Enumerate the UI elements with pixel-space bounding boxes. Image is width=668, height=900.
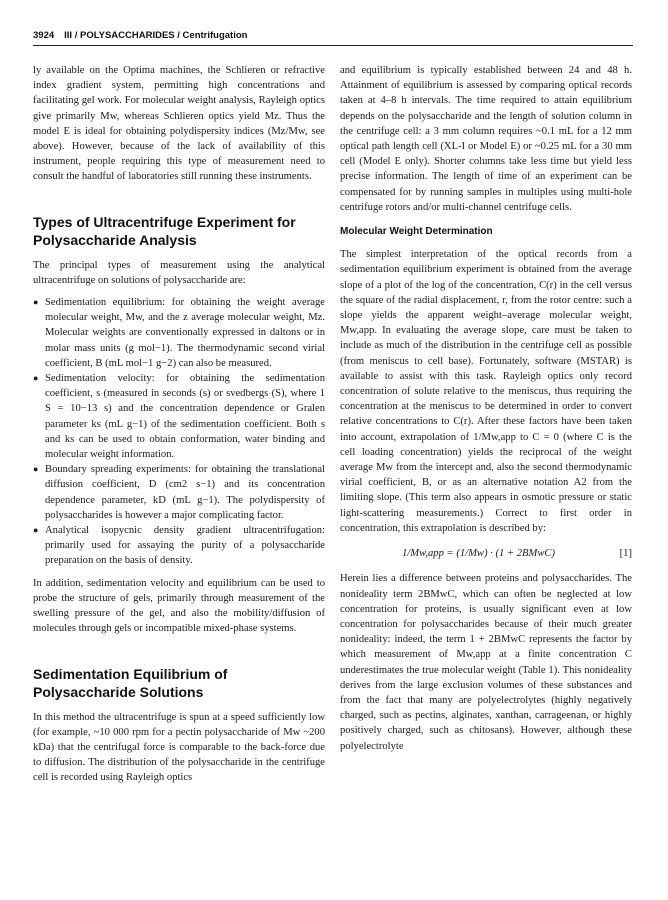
list-item: ● Sedimentation velocity: for obtaining the sedimentation coefficient, s (measured in seconds (s) or svedbergs (S), where 1 S = 10−13 s) and the concentration dependence or Gralen parameter ks (mL g−1) of the sedimentation coefficient. Both s and ks can be used to obtain conformation, water binding and molecular weight information. <box>33 371 325 462</box>
right-column <box>340 63 632 754</box>
page-number: 3924 <box>33 30 55 41</box>
intro-paragraph: ly available on the Optima machines, the Schlieren or refractive index gradient system, permitting high concentrations and facilitating gel work. For molecular weight analysis, Rayleigh optics give primarily Mw, whereas Schlieren optics yield Mz. Thus the model E is ideal for obtaining polydispersity indices (Mz/Mw, see above). However, because of the lack of availability of this instrument, people requiring this type of measurement need to consult the handful of laboratories still running these instruments. <box>33 65 325 183</box>
molecular-weight-paragraph: The simplest interpretation of the optical records from a sedimentation equilibrium experiment is obtained from the average slope of a plot of the log of the concentration, C(r) in the cell versus the square of the radial displacement, r, from the rotor centre: such a slope yields the apparent weight–average molecular weight, Mw,app. In evaluating the average slope, care must be taken to include as much of the distribution in the centrifuge cell as possible (from meniscus to cell base). Fortunately, software (MSTAR) is available to assist with this task. Rayleigh optics only record concentration of solute relative to the meniscus, thus requiring the concentration at the meniscus to be determined in order to convert relative concentrations to C(r). After these factors have been taken into account, extrapolation of 1/Mw,app to C = 0 (where C is the cell loading concentration) yields the reciprocal of the weight average Mw from the intercept and, also the second thermodynamic virial coefficient, B, or as an alternative notation A2 from the limiting slope. (This term also appears in osmotic pressure or static light-scattering measurements.) Correct to first order in concentration, this extrapolation is described by: <box>340 249 632 534</box>
list-item: ● Analytical isopycnic density gradient ultracentrifugation: primarily used for assaying the purity of a polysaccharide preparation on the basis of density. <box>33 523 325 569</box>
equilibrium-paragraph: and equilibrium is typically established between 24 and 48 h. Attainment of equilibrium is assessed by comparing optical records taken at 4–8 h intervals. The time required to attain equilibrium depends on the polysaccharide and the length of solution column in the centrifuge cell: a 3 mm column requires ~0.1 mL for a 12 mm optical path length cell (XL-I or Model E) or ~0.25 mL for a 30 mm cell (Model E only). Shorter columns take less time but yield less precise information. The length of time of an experiment can be compensated for by running samples in multiples using multi-hole centrifuge rotors and/or multi-channel centrifuge cells. <box>340 65 632 213</box>
equation-1 <box>340 546 632 561</box>
section-heading-types: Types of Ultracentrifuge Experiment for Polysaccharide Analysis <box>33 213 296 248</box>
section-heading-sedimentation-equilibrium: Sedimentation Equilibrium of Polysaccharide Solutions <box>33 665 228 700</box>
running-head <box>33 30 633 41</box>
left-column <box>33 63 325 786</box>
measurement-types-list <box>33 295 325 569</box>
equation-number: [1] <box>619 548 632 560</box>
types-paragraph: The principal types of measurement using the analytical ultracentrifuge on solutions of polysaccharide are: <box>33 259 325 286</box>
list-item: ● Boundary spreading experiments: for obtaining the translational diffusion coefficient, D (cm2 s−1) and its concentration dependence parameter, kD (mL g−1). The polydispersity of polysaccharides is however a major complicating factor. <box>33 462 325 523</box>
method-paragraph: In this method the ultracentrifuge is spun at a speed sufficiently low (for example, ~10 000 rpm for a pectin polysaccharide of Mw ~200 kDa) that the centrifugal force is comparable to the back-force due to diffusion. The distribution of the polysaccharide in the centrifuge cell is recorded using Rayleigh optics <box>33 711 325 784</box>
running-title: III / POLYSACCHARIDES / Centrifugation <box>64 30 248 41</box>
subheading-molecular-weight: Molecular Weight Determination <box>340 226 493 238</box>
equation-text: 1/Mw,app = (1/Mw) · (1 + 2BMwC) <box>402 548 555 560</box>
nonideality-paragraph: Herein lies a difference between proteins and polysaccharides. The nonideality term 2BMwC, which can often be neglected at low concentration for proteins, is usually significant even at low concentration for polysaccharides because of their much greater nonideality: indeed, the term 1 + 2BMwC represents the factor by which measurement of Mw,app at a finite concentration C underestimates the true molecular weight (Table 1). This nonideality derives from the large exclusion volumes of these substances and from the fact that many are polyelectrolytes (highly negatively charged, such as pectins, alginates, xanthan, carrageenan, or highly positively charged, such as chitosans). However, although these polyelectrolyte <box>340 573 632 752</box>
addition-paragraph: In addition, sedimentation velocity and equilibrium can be used to probe the structure of gels, primarily through measurement of the swelling pressure of the gel, and also the mobility/diffusion of molecules through gels or incompatible mixed-phase systems. <box>33 577 325 635</box>
header-rule <box>33 45 633 46</box>
list-item: ● Sedimentation equilibrium: for obtaining the weight average molecular weight, Mw, and the z average molecular weight, Mz. Molecular weights are conventionally expressed in daltons or in molar mass units (g mol−1). The thermodynamic second virial coefficient, B (mL mol−1 g−2) can also be measured. <box>33 295 325 371</box>
